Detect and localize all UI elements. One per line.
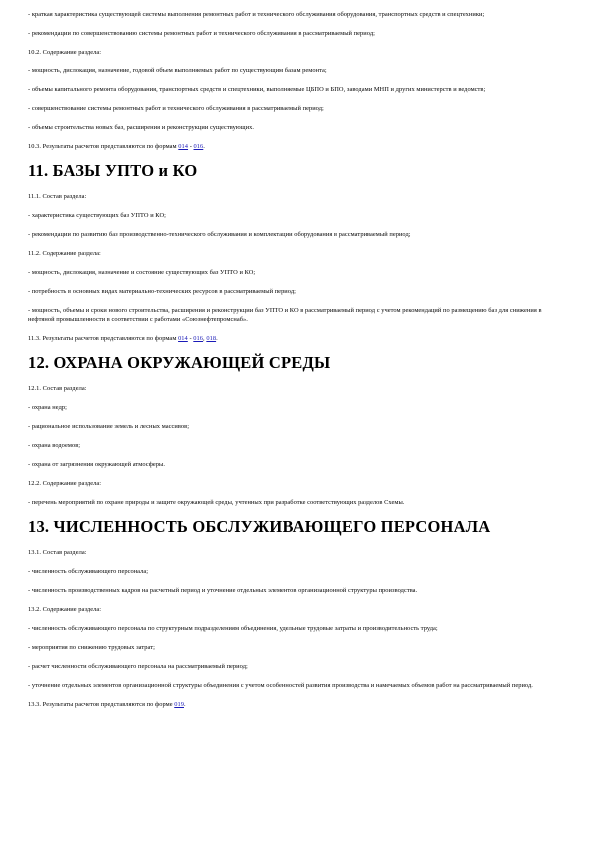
s11-item-resources: - потребность в основных видах материально-технических ресурсов в рассматриваемый период; bbox=[28, 288, 296, 295]
s13-item-production-staff: - численность производственных кадров на расчетный период и уточнение отдельных элементов организационной структуры производства. bbox=[28, 587, 418, 594]
s12-subheading-composition: 12.1. Состав раздела: bbox=[28, 385, 87, 392]
s10-item-recommendations: - рекомендации по совершенствованию системы ремонтных работ и технического обслуживания в рассматриваемый период; bbox=[28, 30, 375, 37]
s13-item-org-structure: - уточнение отдельных элементов организационной структуры объединения с учетом особенностей развития производства и намечаемых объемов работ на рассматриваемый период. bbox=[28, 682, 533, 689]
form-link-016[interactable]: 016 bbox=[193, 143, 204, 150]
s11-item-recommendations: - рекомендации по развитию баз производственно-технического обслуживания и комплектации оборудования в рассматриваемый период; bbox=[28, 231, 411, 238]
s13-results-line: 13.3. Результаты расчетов представляются по форме 019. bbox=[28, 701, 186, 708]
section-11-heading: 11. БАЗЫ УПТО и КО bbox=[28, 161, 198, 180]
s13-item-calculation: - расчет численности обслуживающего персонала на рассматриваемый период; bbox=[28, 663, 248, 670]
s10-item-construction: - объемы строительства новых баз, расширения и реконструкции существующих. bbox=[28, 124, 254, 131]
s12-item-land-use: - рациональное использование земель и лесных массивов; bbox=[28, 423, 190, 430]
section-13-heading: 13. ЧИСЛЕННОСТЬ ОБСЛУЖИВАЮЩЕГО ПЕРСОНАЛА bbox=[28, 517, 491, 536]
s12-item-subsoil: - охрана недр; bbox=[28, 404, 67, 411]
s11-item-characteristics: - характеристика существующих баз УПТО и КО; bbox=[28, 212, 166, 219]
s13-item-labor-reduction: - мероприятия по снижению трудовых затрат; bbox=[28, 644, 155, 651]
s10-item-improvement: - совершенствование системы ремонтных работ и технического обслуживания в рассматриваемый период; bbox=[28, 105, 324, 112]
s12-item-water: - охрана водоемов; bbox=[28, 442, 81, 449]
s11-item-capacity: - мощность, дислокация, назначение и состояние существующих баз УПТО и КО; bbox=[28, 269, 256, 276]
s10-subheading-content: 10.2. Содержание раздела: bbox=[28, 49, 102, 56]
s11-item-construction: - мощность, объемы и сроки нового строительства, расширения и реконструкции баз УПТО и КО в рассматриваемый период с учетом рекомендаций по размещению баз для снижения в нефтяной промышленности в соответствии с работами «Союзнефтепромснаб». bbox=[28, 307, 542, 323]
s13-subheading-content: 13.2. Содержание раздела: bbox=[28, 606, 102, 613]
s13-item-staff: - численность обслуживающего персонала; bbox=[28, 568, 149, 575]
s10-results-line: 10.3. Результаты расчетов представляются по формам 014 - 016. bbox=[28, 143, 205, 150]
s11-subheading-content: 11.2. Содержание раздела: bbox=[28, 250, 101, 257]
form-link-018[interactable]: 018 bbox=[206, 335, 217, 342]
form-link-016[interactable]: 016 bbox=[193, 335, 204, 342]
s12-subheading-content: 12.2. Содержание раздела: bbox=[28, 480, 102, 487]
s10-item-capital-repair: - объемы капитального ремонта оборудования, транспортных средств и спецтехники, выполняемые ЦБПО и БПО, заводами МНП и других министерств и ведомств; bbox=[28, 86, 486, 93]
form-link-019[interactable]: 019 bbox=[174, 701, 184, 708]
s13-subheading-composition: 13.1. Состав раздела: bbox=[28, 549, 87, 556]
s11-results-line: 11.3. Результаты расчетов представляются по формам 014 - 016, 018. bbox=[28, 335, 218, 342]
s13-item-structure-staff: - численность обслуживающего персонала по структурным подразделениям объединения, удельные трудовые затраты и производительность труда; bbox=[28, 625, 438, 632]
s12-item-atmosphere: - охрана от загрязнения окружающей атмосферы. bbox=[28, 461, 166, 468]
s12-item-measures: - перечень мероприятий по охране природы и защите окружающей среды, учтенных при разработке соответствующих разделов Схемы. bbox=[28, 499, 405, 506]
section-12-heading: 12. ОХРАНА ОКРУЖАЮЩЕЙ СРЕДЫ bbox=[28, 353, 331, 372]
s10-item-existing-system: - краткая характеристика существующей системы выполнения ремонтных работ и технического обслуживания оборудования, транспортных средств и спецтехники; bbox=[28, 11, 485, 18]
form-link-014[interactable]: 014 bbox=[178, 335, 188, 342]
document-page bbox=[28, 10, 568, 719]
form-link-014[interactable]: 014 bbox=[178, 143, 189, 150]
s11-subheading-composition: 11.1. Состав раздела: bbox=[28, 193, 87, 200]
s10-item-capacity: - мощность, дислокация, назначение, годовой объем выполняемых работ по существующим базам ремонта; bbox=[28, 67, 327, 74]
